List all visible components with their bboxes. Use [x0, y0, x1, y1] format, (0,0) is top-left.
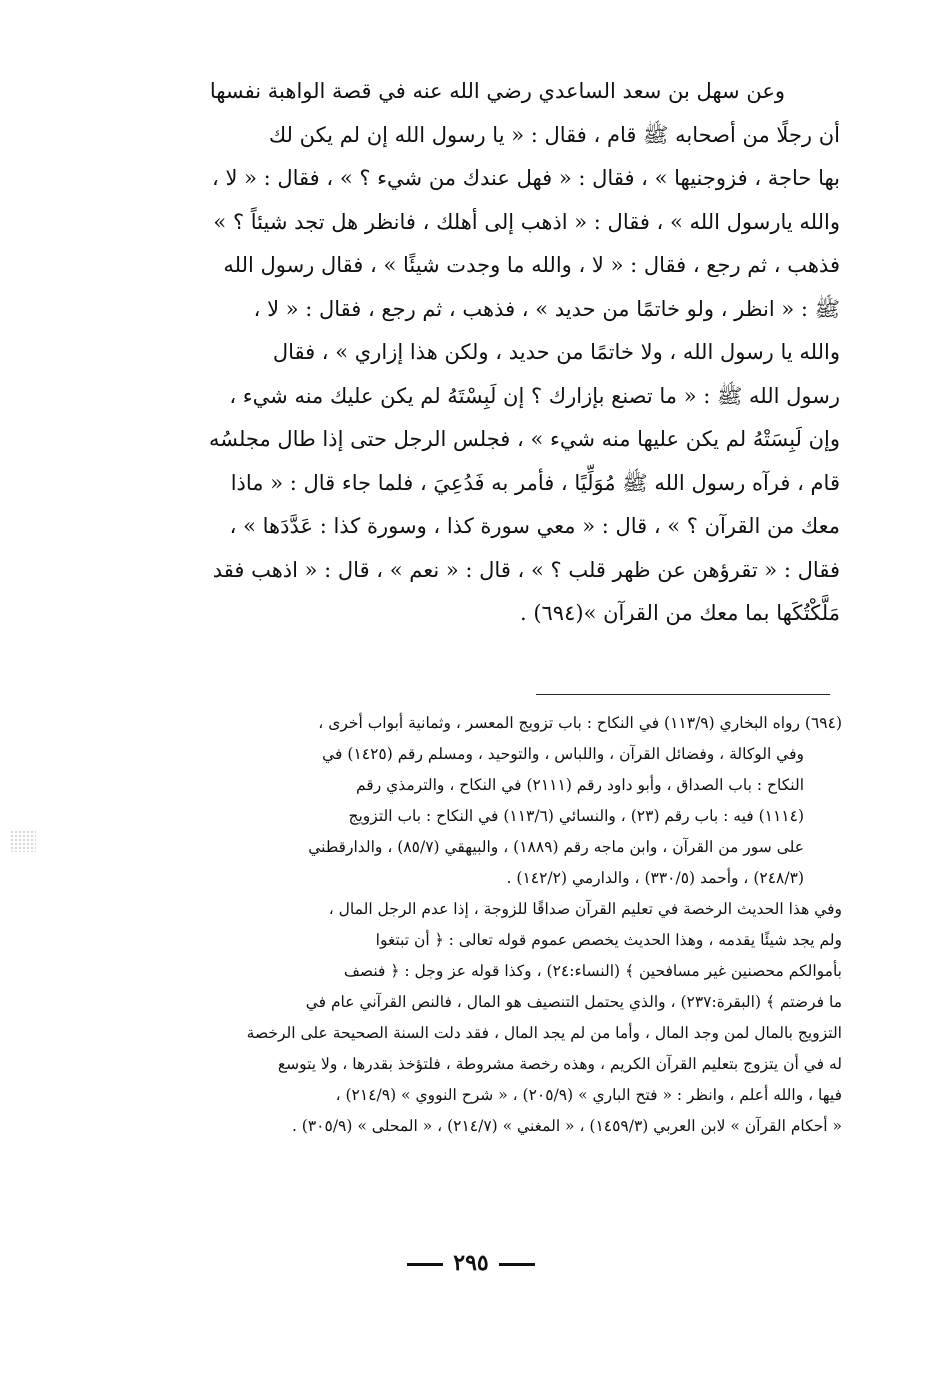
main-text-line: بها حاجة ، فزوجنيها » ، فقال : « فهل عندك من شيء ؟ » ، فقال : « لا ،	[212, 166, 840, 190]
main-text-line: معك من القرآن ؟ » ، قال : « معي سورة كذا ، وسورة كذا : عَدَّدَها » ،	[229, 514, 840, 538]
footnote-line: (٢٤٨/٣) ، وأحمد (٣٣٠/٥) ، والدارمي (١٤٢/٢) .	[506, 869, 804, 887]
main-text-line: قام ، فرآه رسول الله ﷺ مُوَلِّيًا ، فأمر به فَدُعِيَ ، فلما جاء قال : « ماذا	[230, 470, 840, 495]
footnote-line: ما فرضتم ﴾ (البقرة:٢٣٧) ، والذي يحتمل التنصيف هو المال ، فالنص القرآني عام في	[305, 993, 842, 1011]
footnotes-block	[130, 708, 842, 1142]
main-text-line: فذهب ، ثم رجع ، فقال : « لا ، والله ما وجدت شيئًا » ، فقال رسول الله	[223, 253, 840, 277]
footnote-line: على سور من القرآن ، وابن ماجه رقم (١٨٨٩) ، والبيهقي (٨٥/٧) ، والدارقطني	[308, 838, 804, 856]
main-text-line: أن رجلًا من أصحابه ﷺ قام ، فقال : « يا رسول الله إن لم يكن لك	[268, 122, 840, 147]
footnote-line: (١١١٤) فيه : باب رقم (٢٣) ، والنسائي (١١٣/٦) في النكاح : باب التزويج	[348, 807, 804, 825]
footnote-line: وفي هذا الحديث الرخصة في تعليم القرآن صداقًا للزوجة ، إذا عدم الرجل المال ،	[328, 900, 842, 918]
main-text-line: مَلَّكْتُكَها بما معك من القرآن »(٦٩٤) .	[519, 601, 840, 625]
footnote-line: النكاح : باب الصداق ، وأبو داود رقم (٢١١١) في النكاح ، والترمذي رقم	[355, 776, 804, 794]
main-text-line: ﷺ : « انظر ، ولو خاتمًا من حديد » ، فذهب ، ثم رجع ، فقال : « لا ،	[253, 296, 840, 321]
footnote-line: له في أن يتزوج بتعليم القرآن الكريم ، وهذه رخصة مشروطة ، فلتؤخذ بقدرها ، ولا يتوسع	[277, 1055, 842, 1073]
main-text-line: والله يا رسول الله ، ولا خاتمًا من حديد ، ولكن هذا إزاري » ، فقال	[272, 340, 840, 364]
page-number-dash-right	[499, 1263, 535, 1266]
footnote-line: التزويج بالمال لمن وجد المال ، وأما من لم يجد المال ، فقد دلت السنة الصحيحة على الرخصة	[246, 1024, 842, 1042]
footnote-line: وفي الوكالة ، وفضائل القرآن ، واللباس ، والتوحيد ، ومسلم رقم (١٤٢٥) في	[322, 745, 804, 763]
page-number	[0, 1250, 942, 1276]
page-number-dash-left	[407, 1263, 443, 1266]
footnote-line: « أحكام القرآن » لابن العربي (١٤٥٩/٣) ، « المغني » (٢١٤/٧) ، « المحلى » (٣٠٥/٩) .	[291, 1117, 842, 1135]
scan-speckle	[10, 830, 36, 852]
main-text-line: رسول الله ﷺ : « ما تصنع بإزارك ؟ إن لَبِسْتَهُ لم يكن عليك منه شيء ،	[229, 383, 840, 408]
main-text-line: وعن سهل بن سعد الساعدي رضي الله عنه في قصة الواهبة نفسها	[209, 79, 785, 103]
main-text-block	[125, 70, 840, 636]
main-text-line: والله يارسول الله » ، فقال : « اذهب إلى أهلك ، فانظر هل تجد شيئاً ؟ »	[213, 209, 840, 234]
footnote-line: (٦٩٤) رواه البخاري (١١٣/٩) في النكاح : باب تزويج المعسر ، وثمانية أبواب أخرى ،	[318, 714, 842, 732]
page-number-value: ٢٩٥	[453, 1250, 489, 1276]
footnote-line: بأموالكم محصنين غير مسافحين ﴾ (النساء:٢٤) ، وكذا قوله عز وجل : ﴿ فنصف	[343, 962, 842, 980]
main-text-line: وإن لَبِسَتْهُ لم يكن عليها منه شيء » ، فجلس الرجل حتى إذا طال مجلسُه	[208, 427, 840, 451]
footnote-line: فيها ، والله أعلم ، وانظر : « فتح الباري » (٢٠٥/٩) ، « شرح النووي » (٢١٤/٩) ،	[335, 1086, 842, 1104]
main-text-line: فقال : « تقرؤهن عن ظهر قلب ؟ » ، قال : « نعم » ، قال : « اذهب فقد	[212, 557, 840, 582]
footnote-divider	[536, 694, 830, 695]
footnote-line: ولم يجد شيئًا يقدمه ، وهذا الحديث يخصص عموم قوله تعالى : ﴿ أن تبتغوا	[375, 931, 842, 949]
